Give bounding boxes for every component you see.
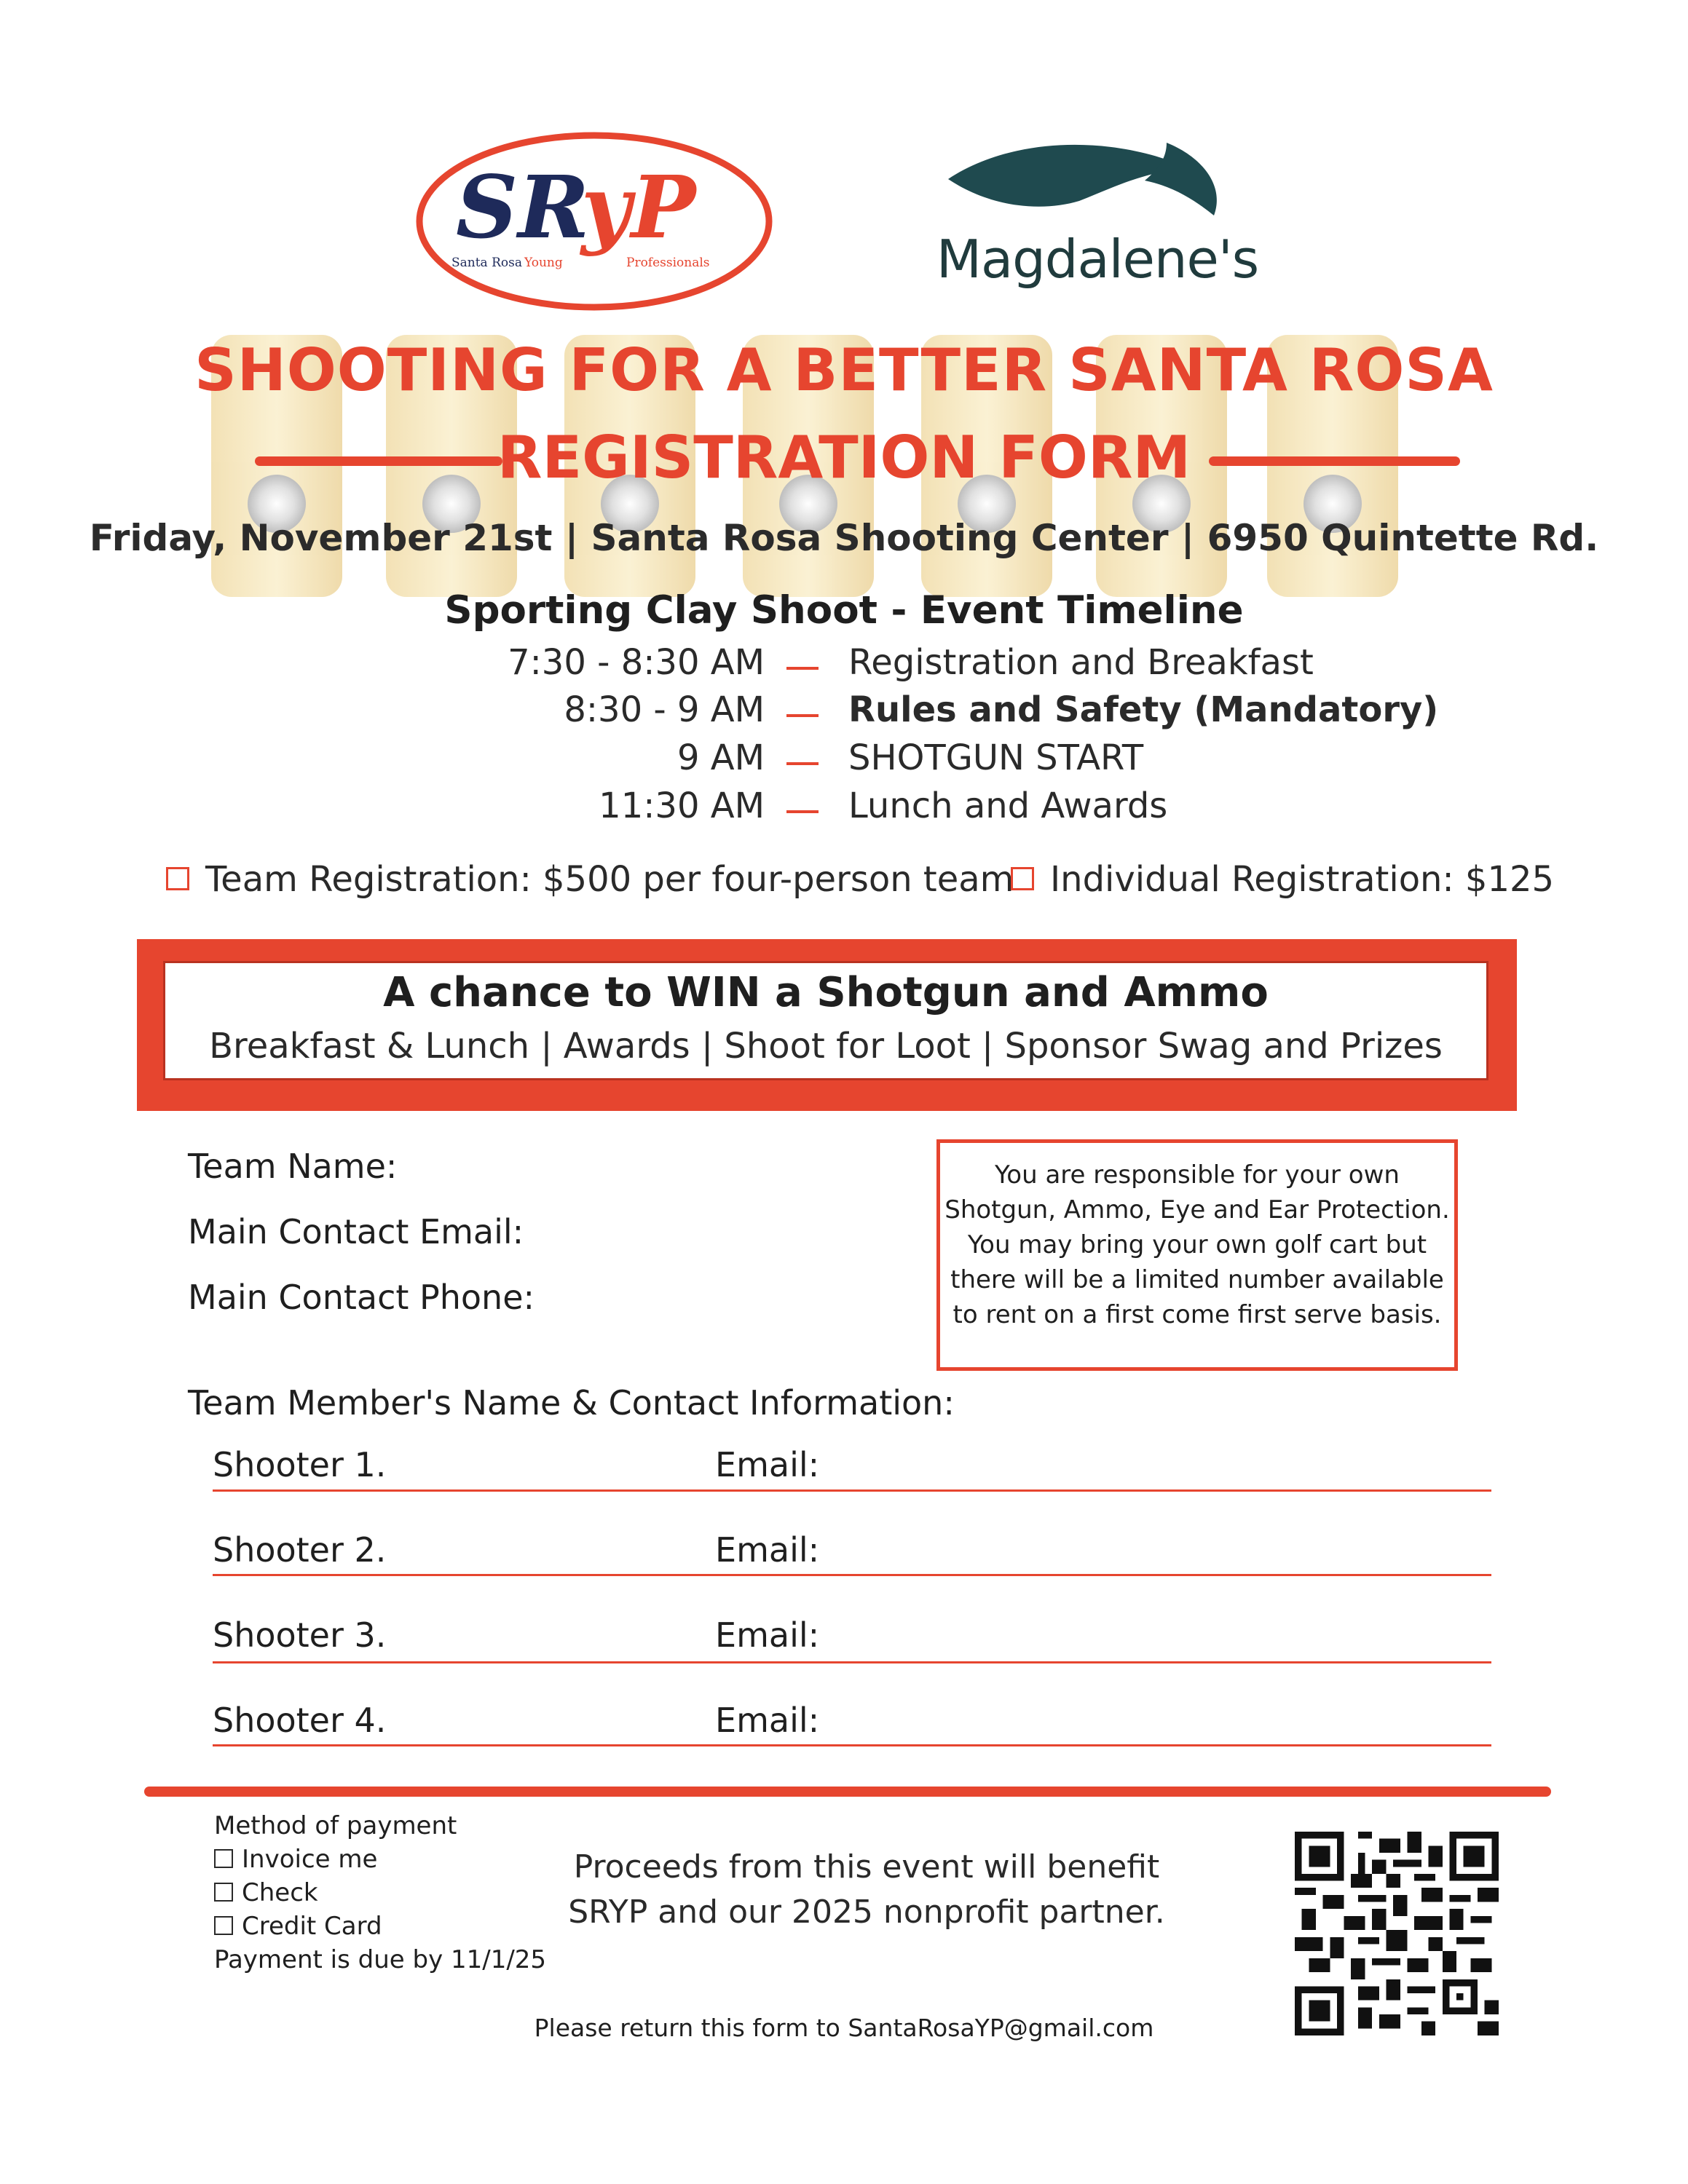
timeline-time: 9 AM xyxy=(677,737,765,778)
timeline-row xyxy=(437,642,1456,689)
main-contact-email-label: Main Contact Email: xyxy=(188,1212,524,1251)
payment-option-check[interactable] xyxy=(214,1878,318,1907)
shooter-4-label: Shooter 4. xyxy=(213,1701,387,1740)
shooter-2-email-label: Email: xyxy=(715,1530,820,1570)
svg-text:Young: Young xyxy=(524,256,563,270)
individual-registration-option[interactable] xyxy=(1011,859,1554,900)
magdalenes-logo xyxy=(926,128,1269,319)
timeline-heading: Sporting Clay Shoot - Event Timeline xyxy=(444,588,1244,633)
timeline-desc: Registration and Breakfast xyxy=(848,642,1314,683)
svg-text:Professionals: Professionals xyxy=(626,256,710,270)
shooter-1-line[interactable] xyxy=(213,1489,1491,1492)
notice-line: Shotgun, Ammo, Eye and Ear Protection. xyxy=(944,1195,1450,1224)
payment-due: Payment is due by 11/1/25 xyxy=(214,1945,547,1974)
notice-line: You may bring your own golf cart but xyxy=(967,1230,1427,1259)
shooter-1-label: Shooter 1. xyxy=(213,1445,387,1484)
payment-option-label: Invoice me xyxy=(242,1845,378,1874)
shooter-1-email-label: Email: xyxy=(715,1445,820,1484)
qr-code[interactable] xyxy=(1295,1832,1499,2035)
promo-banner xyxy=(137,939,1517,1111)
shooter-2-label: Shooter 2. xyxy=(213,1530,387,1570)
title-line-1: SHOOTING FOR A BETTER SANTA ROSA xyxy=(194,336,1494,404)
timeline-dash xyxy=(786,762,819,765)
shooter-4-line[interactable] xyxy=(213,1744,1491,1746)
shooter-3-email-label: Email: xyxy=(715,1615,820,1655)
promo-perks: Breakfast & Lunch | Awards | Shoot for Loot | Sponsor Swag and Prizes xyxy=(209,1026,1443,1067)
shooter-3-label: Shooter 3. xyxy=(213,1615,387,1655)
svg-text:SR: SR xyxy=(456,157,590,258)
event-details: Friday, November 21st | Santa Rosa Shooting Center | 6950 Quintette Rd. xyxy=(89,517,1599,559)
leaf-icon xyxy=(926,128,1269,237)
payment-option-credit-card[interactable] xyxy=(214,1912,382,1941)
timeline-desc: Rules and Safety (Mandatory) xyxy=(848,689,1439,730)
payment-heading: Method of payment xyxy=(214,1811,457,1840)
team-name-label: Team Name: xyxy=(188,1147,398,1186)
team-registration-option[interactable] xyxy=(166,859,1014,900)
timeline-time: 7:30 - 8:30 AM xyxy=(508,642,765,683)
timeline-dash xyxy=(786,714,819,717)
shooter-2-line[interactable] xyxy=(213,1574,1491,1576)
credit-card-checkbox[interactable] xyxy=(214,1916,233,1935)
promo-headline: A chance to WIN a Shotgun and Ammo xyxy=(383,969,1269,1016)
team-registration-checkbox[interactable] xyxy=(166,867,189,890)
shooter-3-line[interactable] xyxy=(213,1661,1491,1663)
payment-option-label: Check xyxy=(242,1878,318,1907)
individual-registration-checkbox[interactable] xyxy=(1011,867,1034,890)
timeline-dash xyxy=(786,810,819,813)
promo-inner xyxy=(163,961,1488,1080)
timeline-row xyxy=(437,786,1456,832)
payment-option-label: Credit Card xyxy=(242,1912,382,1941)
equipment-notice xyxy=(936,1139,1458,1371)
team-members-heading: Team Member's Name & Contact Information: xyxy=(188,1383,955,1423)
notice-line: there will be a limited number available xyxy=(950,1265,1444,1294)
timeline-row xyxy=(437,737,1456,784)
proceeds-line-1: Proceeds from this event will benefit xyxy=(573,1848,1160,1886)
proceeds-note xyxy=(539,1845,1194,1935)
invoice-checkbox[interactable] xyxy=(214,1849,233,1868)
team-registration-label: Team Registration: $500 per four-person team xyxy=(205,859,1014,900)
magdalenes-wordmark: Magdalene's xyxy=(936,229,1259,290)
return-instructions: Please return this form to SantaRosaYP@gmail.com xyxy=(534,2014,1154,2042)
section-divider xyxy=(144,1787,1551,1797)
check-checkbox[interactable] xyxy=(214,1883,233,1902)
svg-text:yP: yP xyxy=(581,157,696,258)
notice-line: to rent on a first come first serve basis. xyxy=(953,1300,1442,1329)
individual-registration-label: Individual Registration: $125 xyxy=(1050,859,1555,900)
timeline-desc: SHOTGUN START xyxy=(848,737,1144,778)
timeline-time: 11:30 AM xyxy=(599,786,765,826)
timeline-dash xyxy=(786,667,819,670)
title-line-2: REGISTRATION FORM xyxy=(497,424,1191,491)
notice-line: You are responsible for your own xyxy=(995,1160,1400,1190)
sryp-logo xyxy=(414,130,775,313)
timeline-time: 8:30 - 9 AM xyxy=(564,689,765,730)
timeline-desc: Lunch and Awards xyxy=(848,786,1168,826)
timeline-row xyxy=(437,689,1456,736)
main-contact-phone-label: Main Contact Phone: xyxy=(188,1278,535,1317)
payment-option-invoice[interactable] xyxy=(214,1845,377,1874)
svg-text:Santa Rosa: Santa Rosa xyxy=(451,256,522,270)
proceeds-line-2: SRYP and our 2025 nonprofit partner. xyxy=(568,1894,1165,1931)
shooter-4-email-label: Email: xyxy=(715,1701,820,1740)
title-rule-right xyxy=(1209,456,1460,466)
